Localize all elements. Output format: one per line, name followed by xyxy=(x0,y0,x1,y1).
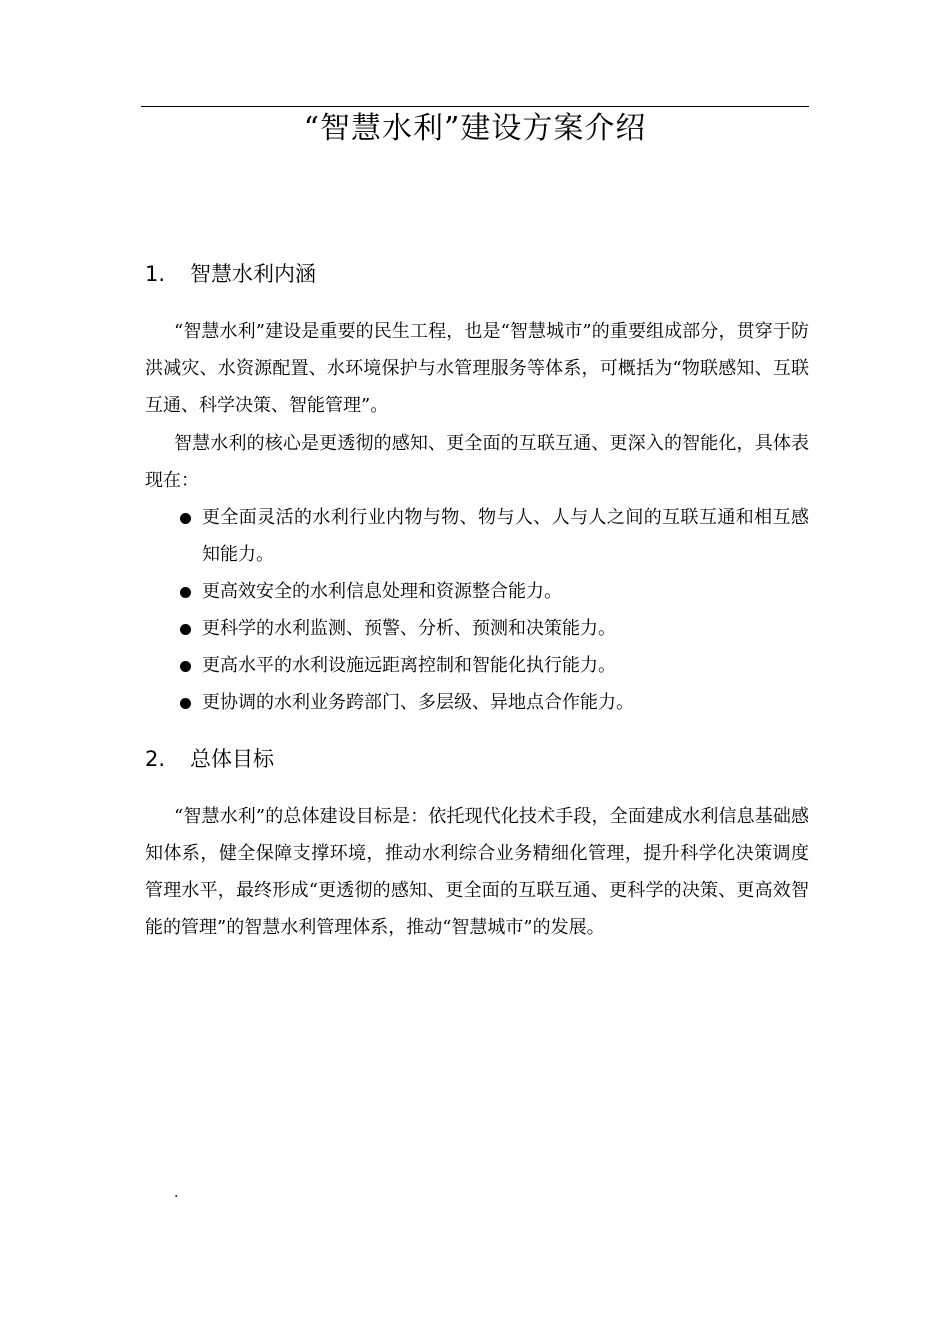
section-1-paragraph-2: 智慧水利的核心是更透彻的感知、更全面的互联互通、更深入的智能化，具体表现在： xyxy=(145,433,809,491)
document-title: “智慧水利”建设方案介绍 xyxy=(303,111,647,146)
section-1-number: 1. xyxy=(145,262,166,286)
bullet-text: 更科学的水利监测、预警、分析、预测和决策能力。 xyxy=(202,618,616,639)
bullet-icon xyxy=(180,661,191,672)
section-1-title: 智慧水利内涵 xyxy=(190,262,316,286)
header-rule xyxy=(141,106,809,107)
bullet-icon xyxy=(180,698,191,709)
bullet-icon xyxy=(180,513,191,524)
footer-mark: . xyxy=(174,1185,179,1201)
list-item xyxy=(145,684,809,721)
list-item xyxy=(145,647,809,684)
section-2-title: 总体目标 xyxy=(190,747,274,771)
bullet-text: 更高水平的水利设施远距离控制和智能化执行能力。 xyxy=(202,655,616,676)
bullet-text: 更全面灵活的水利行业内物与物、物与人、人与人之间的互联互通和相互感知能力。 xyxy=(202,507,809,565)
section-2-number: 2. xyxy=(145,747,166,771)
section-2-paragraph-1: “智慧水利”的总体建设目标是：依托现代化技术手段，全面建成水利信息基础感知体系，健全保障支撑环境，推动水利综合业务精细化管理，提升科学化决策调度管理水平，最终形成“更透彻的感知、更全面的互联互通、更科学的决策、更高效智能的管理”的智慧水利管理体系，推动“智慧城市”的发展。 xyxy=(145,806,809,938)
list-item xyxy=(145,573,809,610)
bullet-icon xyxy=(180,587,191,598)
list-item xyxy=(145,499,809,573)
list-item xyxy=(145,610,809,647)
bullet-text: 更协调的水利业务跨部门、多层级、异地点合作能力。 xyxy=(202,692,634,713)
bullet-text: 更高效安全的水利信息处理和资源整合能力。 xyxy=(202,581,562,602)
section-1-heading xyxy=(145,260,316,288)
section-1-bullet-list xyxy=(145,499,809,721)
section-2-heading xyxy=(145,745,274,773)
section-1-paragraph-1: “智慧水利”建设是重要的民生工程，也是“智慧城市”的重要组成部分，贯穿于防洪减灾、水资源配置、水环境保护与水管理服务等体系，可概括为“物联感知、互联互通、科学决策、智能管理”。 xyxy=(145,321,809,416)
bullet-icon xyxy=(180,624,191,635)
